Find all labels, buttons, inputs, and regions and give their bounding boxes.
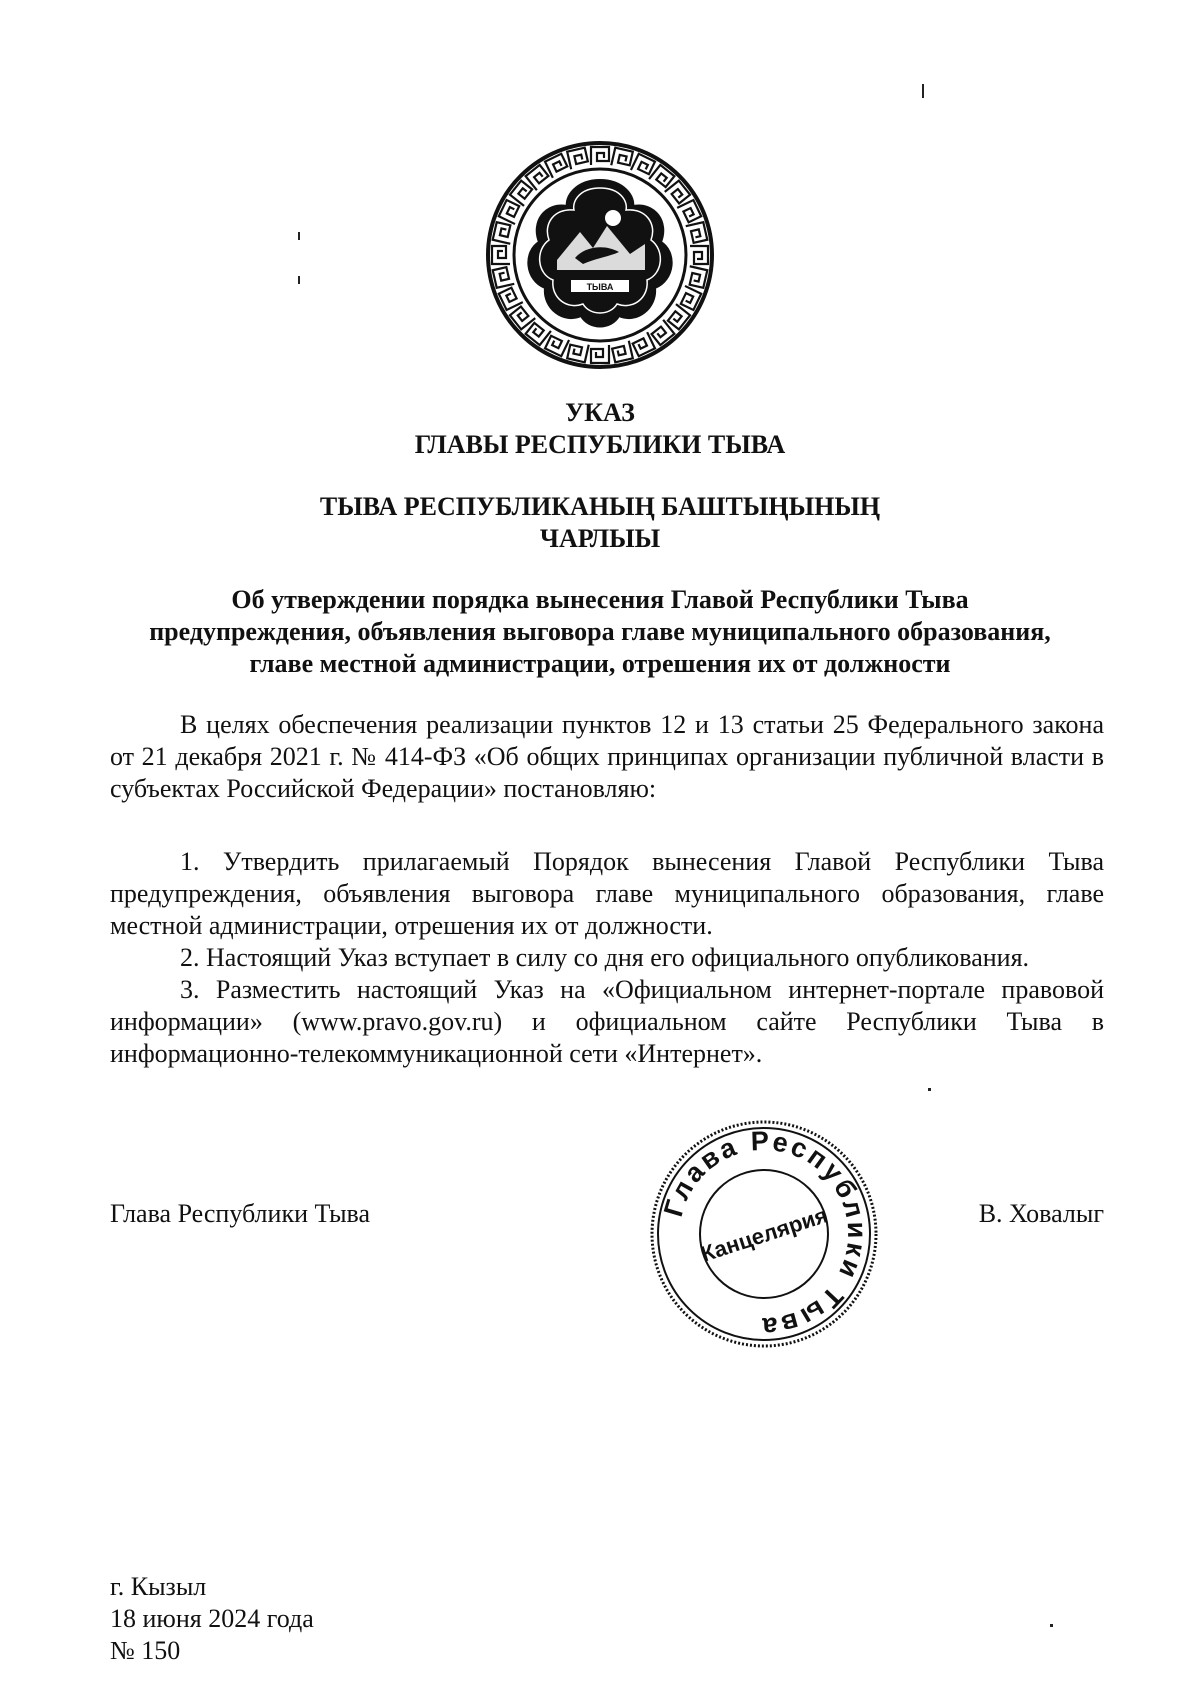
subject-line1: Об утверждении порядка вынесения Главой Республики Тыва [231, 585, 969, 614]
subject-line2: предупреждения, объявления выговора главе муниципального образования, [149, 617, 1051, 646]
decree-subject [100, 584, 1100, 680]
footer-number: № 150 [110, 1636, 181, 1665]
meander-segment [686, 222, 708, 244]
scan-speck [298, 232, 300, 240]
meander-segment [492, 246, 510, 264]
meander-segment [493, 222, 515, 244]
decree-tuvan-line1: ТЫВА РЕСПУБЛИКАНЫҢ БАШТЫҢЫНЫҢ [319, 492, 881, 521]
scan-speck [922, 84, 924, 98]
meander-segment [493, 266, 515, 288]
meander-segment [567, 148, 589, 170]
meander-segment [591, 147, 609, 165]
meander-segment [611, 148, 633, 170]
stamp-ring-text: Глава Республики Тыва [658, 1125, 873, 1343]
signer-name: В. Ховалыг [978, 1199, 1104, 1228]
preamble [110, 709, 1104, 805]
decree-heading [100, 397, 1100, 461]
decree-points [110, 846, 1104, 1070]
point-2: 2. Настоящий Указ вступает в силу со дня его официального опубликования. [180, 943, 1030, 972]
decree-heading-tuvan [100, 491, 1100, 555]
footer-city: г. Кызыл [110, 1572, 207, 1601]
decree-word: УКАЗ [565, 398, 635, 427]
scan-speck [1050, 1624, 1053, 1627]
stamp-center-text: Канцелярия [697, 1202, 831, 1267]
tuva-emblem [485, 140, 715, 370]
chancellery-stamp [648, 1118, 880, 1350]
meander-segment [611, 341, 633, 363]
footer-date: 18 июня 2024 года [110, 1604, 314, 1633]
scan-speck [298, 276, 300, 284]
scan-speck [928, 1088, 931, 1091]
document-footer [110, 1571, 314, 1667]
meander-segment [591, 345, 609, 363]
meander-segment [686, 266, 708, 288]
decree-issuer: ГЛАВЫ РЕСПУБЛИКИ ТЫВА [414, 430, 786, 459]
point-1: 1. Утвердить прилагаемый Порядок вынесения Главой Республики Тыва предупреждения, объявления выговора главе муниципального образования, главе местной администрации, отрешения их от должности. [110, 847, 1104, 940]
point-3: 3. Разместить настоящий Указ на «Официальном интернет-портале правовой информации» (www.pravo.gov.ru) и официальном сайте Республики Тыва в информационно-телекоммуникационной сети «Интернет». [110, 975, 1104, 1068]
meander-segment [690, 246, 708, 264]
preamble-text: В целях обеспечения реализации пунктов 12 и 13 статьи 25 Федерального закона от 21 декабря 2021 г. № 414-ФЗ «Об общих принципах организации публичной власти в субъектах Российской Федерации» постановляю: [110, 710, 1104, 803]
emblem-label: ТЫВА [586, 282, 614, 292]
decree-tuvan-line2: ЧАРЛЫЫ [539, 524, 661, 553]
subject-line3: главе местной администрации, отрешения их от должности [249, 649, 951, 678]
signer-title: Глава Республики Тыва [110, 1199, 371, 1228]
meander-segment [567, 341, 589, 363]
